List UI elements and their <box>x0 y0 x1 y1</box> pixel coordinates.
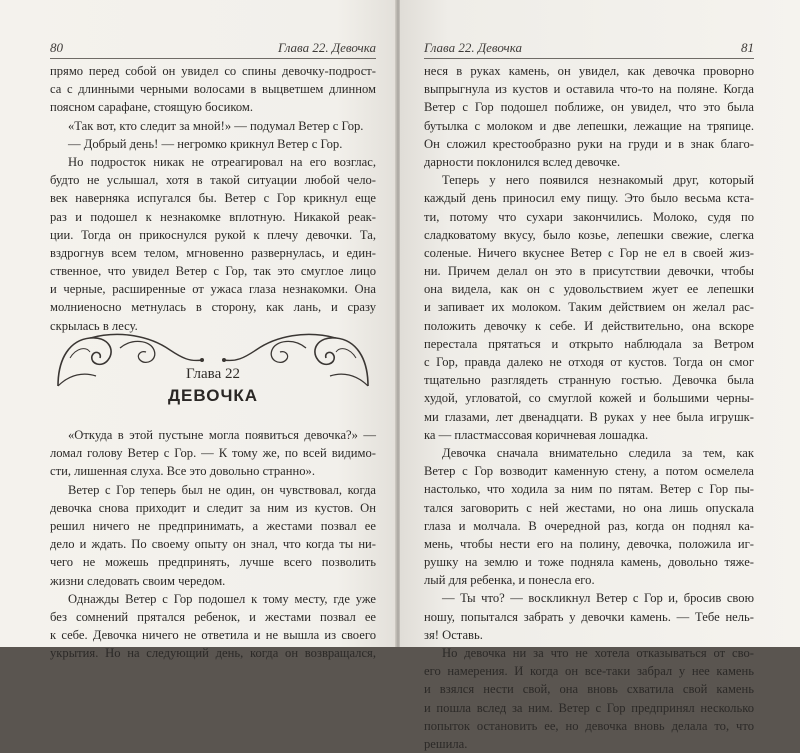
text-line: она видела, как он с удовольствием жует ее лепешки <box>424 282 754 297</box>
text-line: ми глазами, лет двенадцати. В руках у нее была игрушк- <box>424 409 754 424</box>
left-page <box>0 0 396 661</box>
text-line: без сомнений прятался ребенок, и жестами позвал ее <box>50 609 376 624</box>
text-line: и пошла вслед за ним. Ветер с Гор предпринял несколько <box>424 700 754 715</box>
text-line: решила. <box>424 736 468 751</box>
text-line: «Так вот, кто следит за мной!» — подумал Ветер с Гор. <box>68 118 364 133</box>
text-line: ции. Тогда он прикоснулся рукой к плечу девочки. Та, <box>50 227 376 242</box>
text-line: вздрогнув всем телом, мгновенно развернулась, и един- <box>50 245 376 260</box>
text-line: попыток остановить ее, но девочка вновь делала то, что <box>424 718 754 733</box>
text-line: дарности поклонился вслед девочке. <box>424 154 621 169</box>
text-line: глаза и молчала. В очередной раз, когда он поднял ка- <box>424 518 754 533</box>
text-line: худой, угловатой, со смуглой кожей и большими черны- <box>424 391 754 406</box>
text-line: тался заговорить с ней жестами, но она лишь опускала <box>424 500 754 515</box>
page-number-left: 80 <box>50 40 63 55</box>
text-line: — Добрый день! — негромко крикнул Ветер с Гор. <box>68 136 343 151</box>
text-line: девочка снова приходит и следит за ним из кустов. Он <box>50 500 376 515</box>
text-line: чего не можешь предпринять, лучше всего позволить <box>50 555 376 570</box>
right-text-block <box>424 62 754 753</box>
text-line: — Ты что? — воскликнул Ветер с Гор и, бросив свою <box>442 591 754 606</box>
text-line: и взялся нести свой, она вновь схватила свой камень <box>424 682 754 697</box>
text-line: лый для ребенка, и понесла его. <box>424 573 595 588</box>
running-header-right <box>424 38 754 59</box>
text-line: решил ничего не предпринимать, а жестами позвал ее <box>50 518 376 533</box>
chapter-heading <box>50 328 376 418</box>
text-line: укрытия. Но на следующий день, когда он возвращался, <box>50 646 376 661</box>
text-line: ломал голову Ветер с Гор. — К тому же, по всей видимо- <box>50 446 376 461</box>
text-line: Ветер с Гор подошел поближе, он увидел, что это была <box>424 100 754 115</box>
chapter-number: Глава 22 <box>186 366 240 382</box>
text-line: Но девочка ни за что не хотела отказываться от сво- <box>442 646 754 660</box>
text-line: са с длинными черными волосами в выцветшем длинном <box>50 82 376 97</box>
text-line: и черные, расширенные от ужаса глаза незнакомки. Она <box>50 282 376 297</box>
text-line: поясном сарафане, стоящую босиком. <box>50 100 254 115</box>
text-line: Теперь у него появился незнакомый друг, который <box>442 173 754 188</box>
text-line: сти, лишенная слуха. Все это довольно странно». <box>50 464 315 479</box>
text-line: Ветер с Гор теперь был не один, он чувствовал, когда <box>68 482 376 497</box>
text-line: ти, потому что сухари закончились. Молоко, судя по <box>424 209 754 224</box>
text-line: ношу, попытался забрать у девочки камень. — Тебе нель- <box>424 609 754 624</box>
text-line: Он сложил крестообразно руки на груди и в знак благо- <box>424 136 754 151</box>
text-line: Девочка сначала внимательно следила за тем, как <box>442 445 754 460</box>
text-line: положить девочку к себе. И действительно, она вскоре <box>424 318 754 333</box>
chapter-title: ДЕВОЧКА <box>167 386 259 405</box>
text-line: к себе. Девочка ничего не ответила и не вышла из своего <box>50 628 376 643</box>
page-number-right: 81 <box>741 40 754 55</box>
text-line: молниеносно метнулась в сторону, как лань, и сразу <box>50 300 376 315</box>
text-line: ка — пластмассовая коричневая лошадка. <box>424 427 649 442</box>
text-line: с Гор, правда далеко не отходя от кустов. Тогда он смог <box>424 355 754 369</box>
text-line: век наверняка испугался бы. Ветер с Гор крикнул еще <box>50 191 376 206</box>
text-line: неся в руках камень, он увидел, как девочка проворно <box>424 64 754 78</box>
top-text-block <box>50 62 376 335</box>
right-page <box>400 0 800 751</box>
text-line: прямо перед собой он увидел со спины девочку-подрост- <box>50 64 376 78</box>
text-line: скрылась в лесу. <box>50 318 138 333</box>
text-line: и запивает их молоком. Таким действием он желал рас- <box>424 300 754 315</box>
text-line: будто не услышал, хотя в такой ситуации любой чело- <box>50 173 376 188</box>
text-line: сладковатому вкусу, было козье, лепешки свежие, слегка <box>424 227 754 242</box>
text-line: Ветер с Гор возводит каменную стену, а потом осмелела <box>424 464 754 479</box>
text-line: ственное, что увидел Ветер с Гор, так это смуглое лицо <box>50 264 376 279</box>
text-line: ни. Причем делал он это в присутствии девочки, чтобы <box>424 264 754 279</box>
text-line: Однажды Ветер с Гор подошел к тому месту, где уже <box>68 591 376 606</box>
running-head-left: Глава 22. Девочка <box>278 40 376 55</box>
text-line: его намерения. И когда он все-таки забрал у нее камень <box>424 664 754 679</box>
text-line: зя! Оставь. <box>424 627 483 642</box>
text-line: перестала прятаться и открыто наблюдала за Ветром <box>424 336 754 351</box>
text-line: Но подросток никак не отреагировал на его возглас, <box>68 154 376 169</box>
text-line: выпрыгнула из кустов и оставила что-то на поляне. Когда <box>424 82 754 97</box>
text-line: тщательно разглядеть странную гостью. Девочка была <box>424 373 754 388</box>
running-header-left <box>50 38 376 59</box>
text-line: «Откуда в этой пустыне могла появиться девочка?» — <box>68 428 376 442</box>
running-head-right: Глава 22. Девочка <box>424 40 522 55</box>
text-line: соленые. Ничего вкуснее Ветер с Гор не ел в своей жиз- <box>424 245 754 260</box>
text-line: настолько, что ходила за ним по пятам. Ветер с Гор пы- <box>424 482 754 497</box>
text-line: мень, чтобы нести его на полину, девочка, положила иг- <box>424 536 754 551</box>
text-line: бутылка с молоком и две лепешки, лежащие на тряпице. <box>424 118 754 133</box>
text-line: рушку на землю и тоже подняла камень, довольно тяже- <box>424 555 754 570</box>
text-line: каждый день приносил ему пищу. Это было весьма кста- <box>424 191 754 206</box>
text-line: жизни следовать своим чередом. <box>50 573 226 588</box>
text-line: дело и ждать. По своему опыту он знал, что когда ты ни- <box>50 537 376 552</box>
bottom-text-block <box>50 426 376 662</box>
text-line: раз и подошел к незнакомке вплотную. Никакой реак- <box>50 209 376 224</box>
